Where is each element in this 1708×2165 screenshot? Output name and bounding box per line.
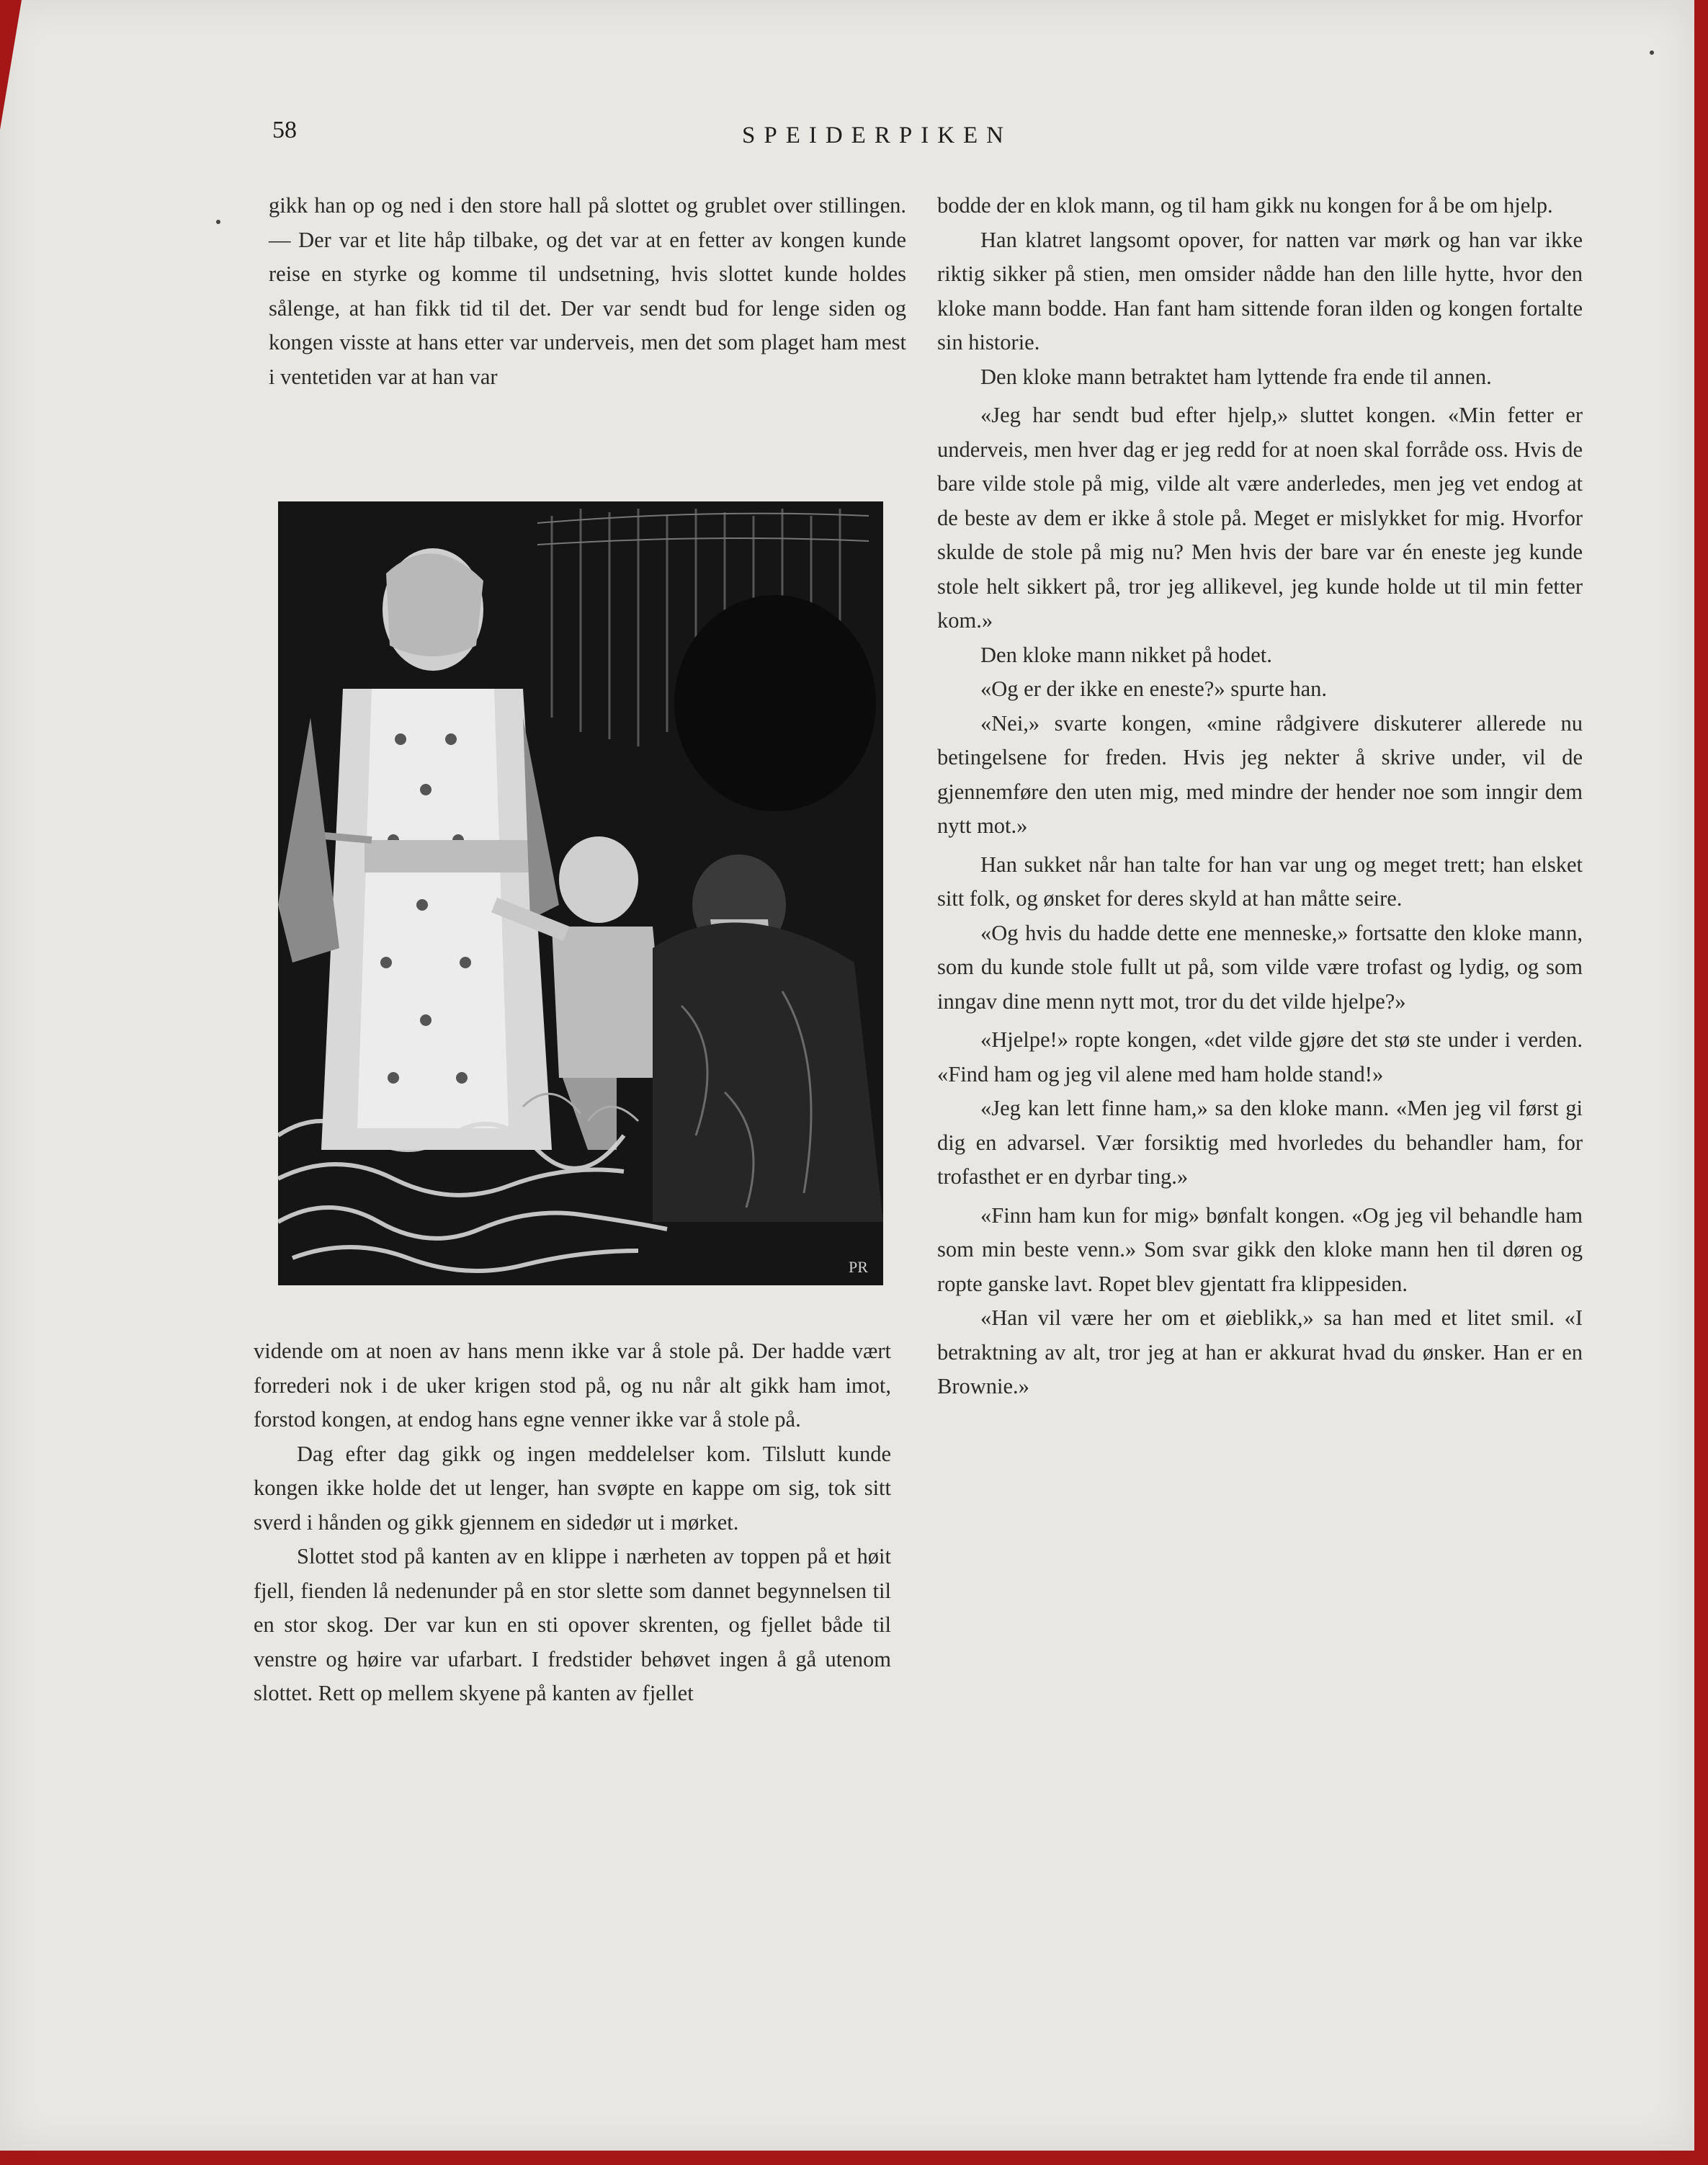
paragraph: «Og er der ikke en eneste?» spurte han. [980, 677, 1328, 701]
right-column [937, 189, 1583, 1404]
left-column-top [269, 189, 906, 394]
illustration [278, 501, 883, 1285]
paragraph: «Og hvis du hadde dette ene menneske,» fortsatte den kloke mann, som du kunde stole fullt ut på, som vilde være trofast og lydig, og som inngav dine menn nytt mot, tror du det vilde hjelpe?» [937, 920, 1583, 1014]
paragraph: Dag efter dag gikk og ingen meddelelser kom. Tilslutt kunde kongen ikke holde det ut lenger, han svøpte en kappe om sig, tok sitt sverd i hånden og gikk gjennem en sidedør ut i mørket. [254, 1441, 891, 1535]
page-number: 58 [272, 117, 297, 143]
paragraph: vidende om at noen av hans menn ikke var å stole på. Der hadde vært forrederi nok i de uker krigen stod på, og nu når alt gikk ham imot, forstod kongen, at endog hans egne venner ikke var å stole på. [254, 1339, 891, 1432]
running-head: SPEIDERPIKEN [742, 122, 1013, 148]
paragraph: «Finn ham kun for mig» bønfalt kongen. «Og jeg vil behandle ham som min beste venn.» Som svar gikk den kloke mann hen til døren og ropte ganske lavt. Ropet blev gjentatt fra klippesiden. [937, 1202, 1583, 1296]
left-column-bottom [254, 1334, 891, 1711]
paragraph: Han klatret langsomt opover, for natten var mørk og han var ikke riktig sikker på stien, men omsider nådde han den lille hytte, hvor den kloke mann bodde. Han fant ham sittende foran ilden og kongen fortalte sin historie. [937, 227, 1583, 354]
paragraph: «Jeg kan lett finne ham,» sa den kloke mann. «Men jeg vil først gi dig en advarsel. Vær forsiktig med hvorledes du behandler ham, for trofasthet er en dyrbar ting.» [937, 1096, 1583, 1189]
paragraph: «Hjelpe!» ropte kongen, «det vilde gjøre det stø ste under i verden. «Find ham og jeg vil alene med ham holde stand!» [937, 1027, 1583, 1086]
paragraph: Slottet stod på kanten av en klippe i nærheten av toppen på et høit fjell, fienden lå nedenunder på en stor slette som dannet begynnelsen til en stor skog. Der var kun en sti opover skrenten, og fjellet både til venstre og høire var ufarbart. I fredstider behøvet ingen å gå utenom slottet. Rett op mellem skyene på kanten av fjellet [254, 1544, 891, 1705]
paragraph: «Han vil være her om et øieblikk,» sa han med et litet smil. «I betraktning av alt, tror jeg at han er akkurat hvad du ønsker. Han er en Brownie.» [937, 1305, 1583, 1398]
illustration-king-brownie-wise-man [278, 501, 883, 1285]
torn-corner [0, 0, 22, 130]
artist-monogram: PR [849, 1258, 868, 1276]
paragraph: Han sukket når han talte for han var ung og meget trett; han elsket sitt folk, og ønsket for deres skyld at han måtte seire. [937, 852, 1583, 911]
paragraph: Den kloke mann betraktet ham lyttende fra ende til annen. [980, 364, 1492, 389]
paragraph: Den kloke mann nikket på hodet. [980, 642, 1272, 667]
paragraph: «Nei,» svarte kongen, «mine rådgivere diskuterer allerede nu betingelsene for freden. Hvis jeg nekter å skrive under, vil de gjennemføre den uten mig, med mindre der hender noe som inngir dem nytt mot.» [937, 710, 1583, 838]
paper-speck [216, 220, 220, 224]
paragraph: gikk han op og ned i den store hall på slottet og grublet over stillingen. — Der var et lite håp tilbake, og det var at en fetter av kongen kunde reise en styrke og komme til undsetning, hvis slottet kunde holdes sålenge, at han fikk tid til det. Der var sendt bud for lenge siden og kongen visste at hans etter var underveis, men det som plaget ham mest i ventetiden var at han var [269, 193, 906, 389]
paper-speck [1650, 50, 1654, 55]
paragraph: «Jeg har sendt bud efter hjelp,» sluttet kongen. «Min fetter er underveis, men hver dag er jeg redd for at noen skal forråde oss. Hvis de bare vilde stole på mig, vilde alt være anderledes, men jeg vet endog at de beste av dem er ikke å stole på. Meget er mislykket for mig. Hvorfor skulde de stole på mig nu? Men hvis der bare var én eneste jeg kunde stole helt sikkert på, tror jeg allikevel, jeg kunde holde ut til min fetter kom.» [937, 403, 1583, 633]
paragraph: bodde der en klok mann, og til ham gikk nu kongen for å be om hjelp. [937, 193, 1553, 218]
